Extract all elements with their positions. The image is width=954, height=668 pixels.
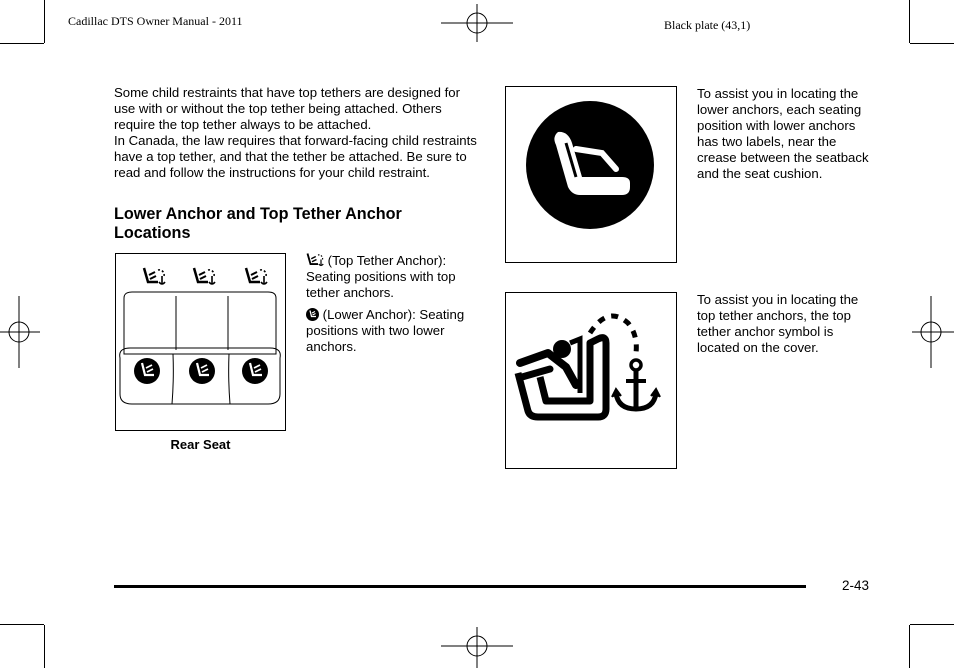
crosshair-registration-mark (441, 627, 513, 668)
legend-lower-anchor (306, 307, 478, 355)
lower-anchor-icon (242, 358, 268, 384)
rear-seat-figure (115, 253, 286, 431)
legend-top-tether (306, 252, 478, 301)
rear-seat-diagram (116, 254, 284, 429)
lower-anchor-icon (134, 358, 160, 384)
top-tether-anchor-icon (306, 252, 324, 267)
figure-caption: Rear Seat (170, 437, 231, 452)
crop-mark (910, 624, 954, 625)
plate-label: Black plate (43,1) (664, 18, 751, 32)
lower-anchor-icon (306, 308, 319, 321)
crosshair-registration-mark (912, 296, 954, 368)
section-heading: Lower Anchor and Top Tether Anchor Locations (114, 205, 402, 242)
intro-text (114, 85, 480, 181)
crosshair-registration-mark (0, 296, 40, 368)
crop-mark (909, 0, 910, 43)
top-tether-symbol-figure (505, 292, 677, 469)
lower-anchor-note: To assist you in locating the lower anchors, each seating position with lower anchors has two labels, near the crease between the seatback and the seat cushion. (697, 86, 869, 181)
footer-rule (114, 585, 806, 588)
crop-mark (44, 0, 45, 43)
top-tether-anchor-icon (246, 268, 267, 284)
crop-mark (44, 625, 45, 668)
crop-mark (0, 43, 44, 44)
manual-title: Cadillac DTS Owner Manual - 2011 (68, 14, 243, 28)
legend-top-tether-text: (Top Tether Anchor): Seating positions with top tether anchors. (306, 253, 456, 300)
top-tether-anchor-icon (194, 268, 215, 284)
crosshair-registration-mark (441, 4, 513, 42)
crop-mark (909, 625, 910, 668)
lower-anchor-icon (189, 358, 215, 384)
intro-paragraph: In Canada, the law requires that forward-facing child restraints have a top tether, and that the tether be attached. Be sure to read and follow the instructions for your child restraint. (114, 133, 477, 180)
legend-lower-anchor-text: (Lower Anchor): Seating positions with two lower anchors. (306, 307, 465, 354)
intro-paragraph: Some child restraints that have top tethers are designed for use with or without the top tether being attached. Others require the top tether always to be attached. (114, 85, 460, 132)
crop-mark (910, 43, 954, 44)
top-tether-anchor-icon (144, 268, 165, 284)
top-tether-note: To assist you in locating the top tether anchors, the top tether anchor symbol is located on the cover. (697, 292, 859, 355)
page-number: 2-43 (842, 578, 870, 593)
child-seat-symbol-icon (506, 87, 675, 261)
lower-anchor-label-figure (505, 86, 677, 263)
top-tether-anchor-icon (506, 293, 675, 467)
crop-mark (0, 624, 44, 625)
